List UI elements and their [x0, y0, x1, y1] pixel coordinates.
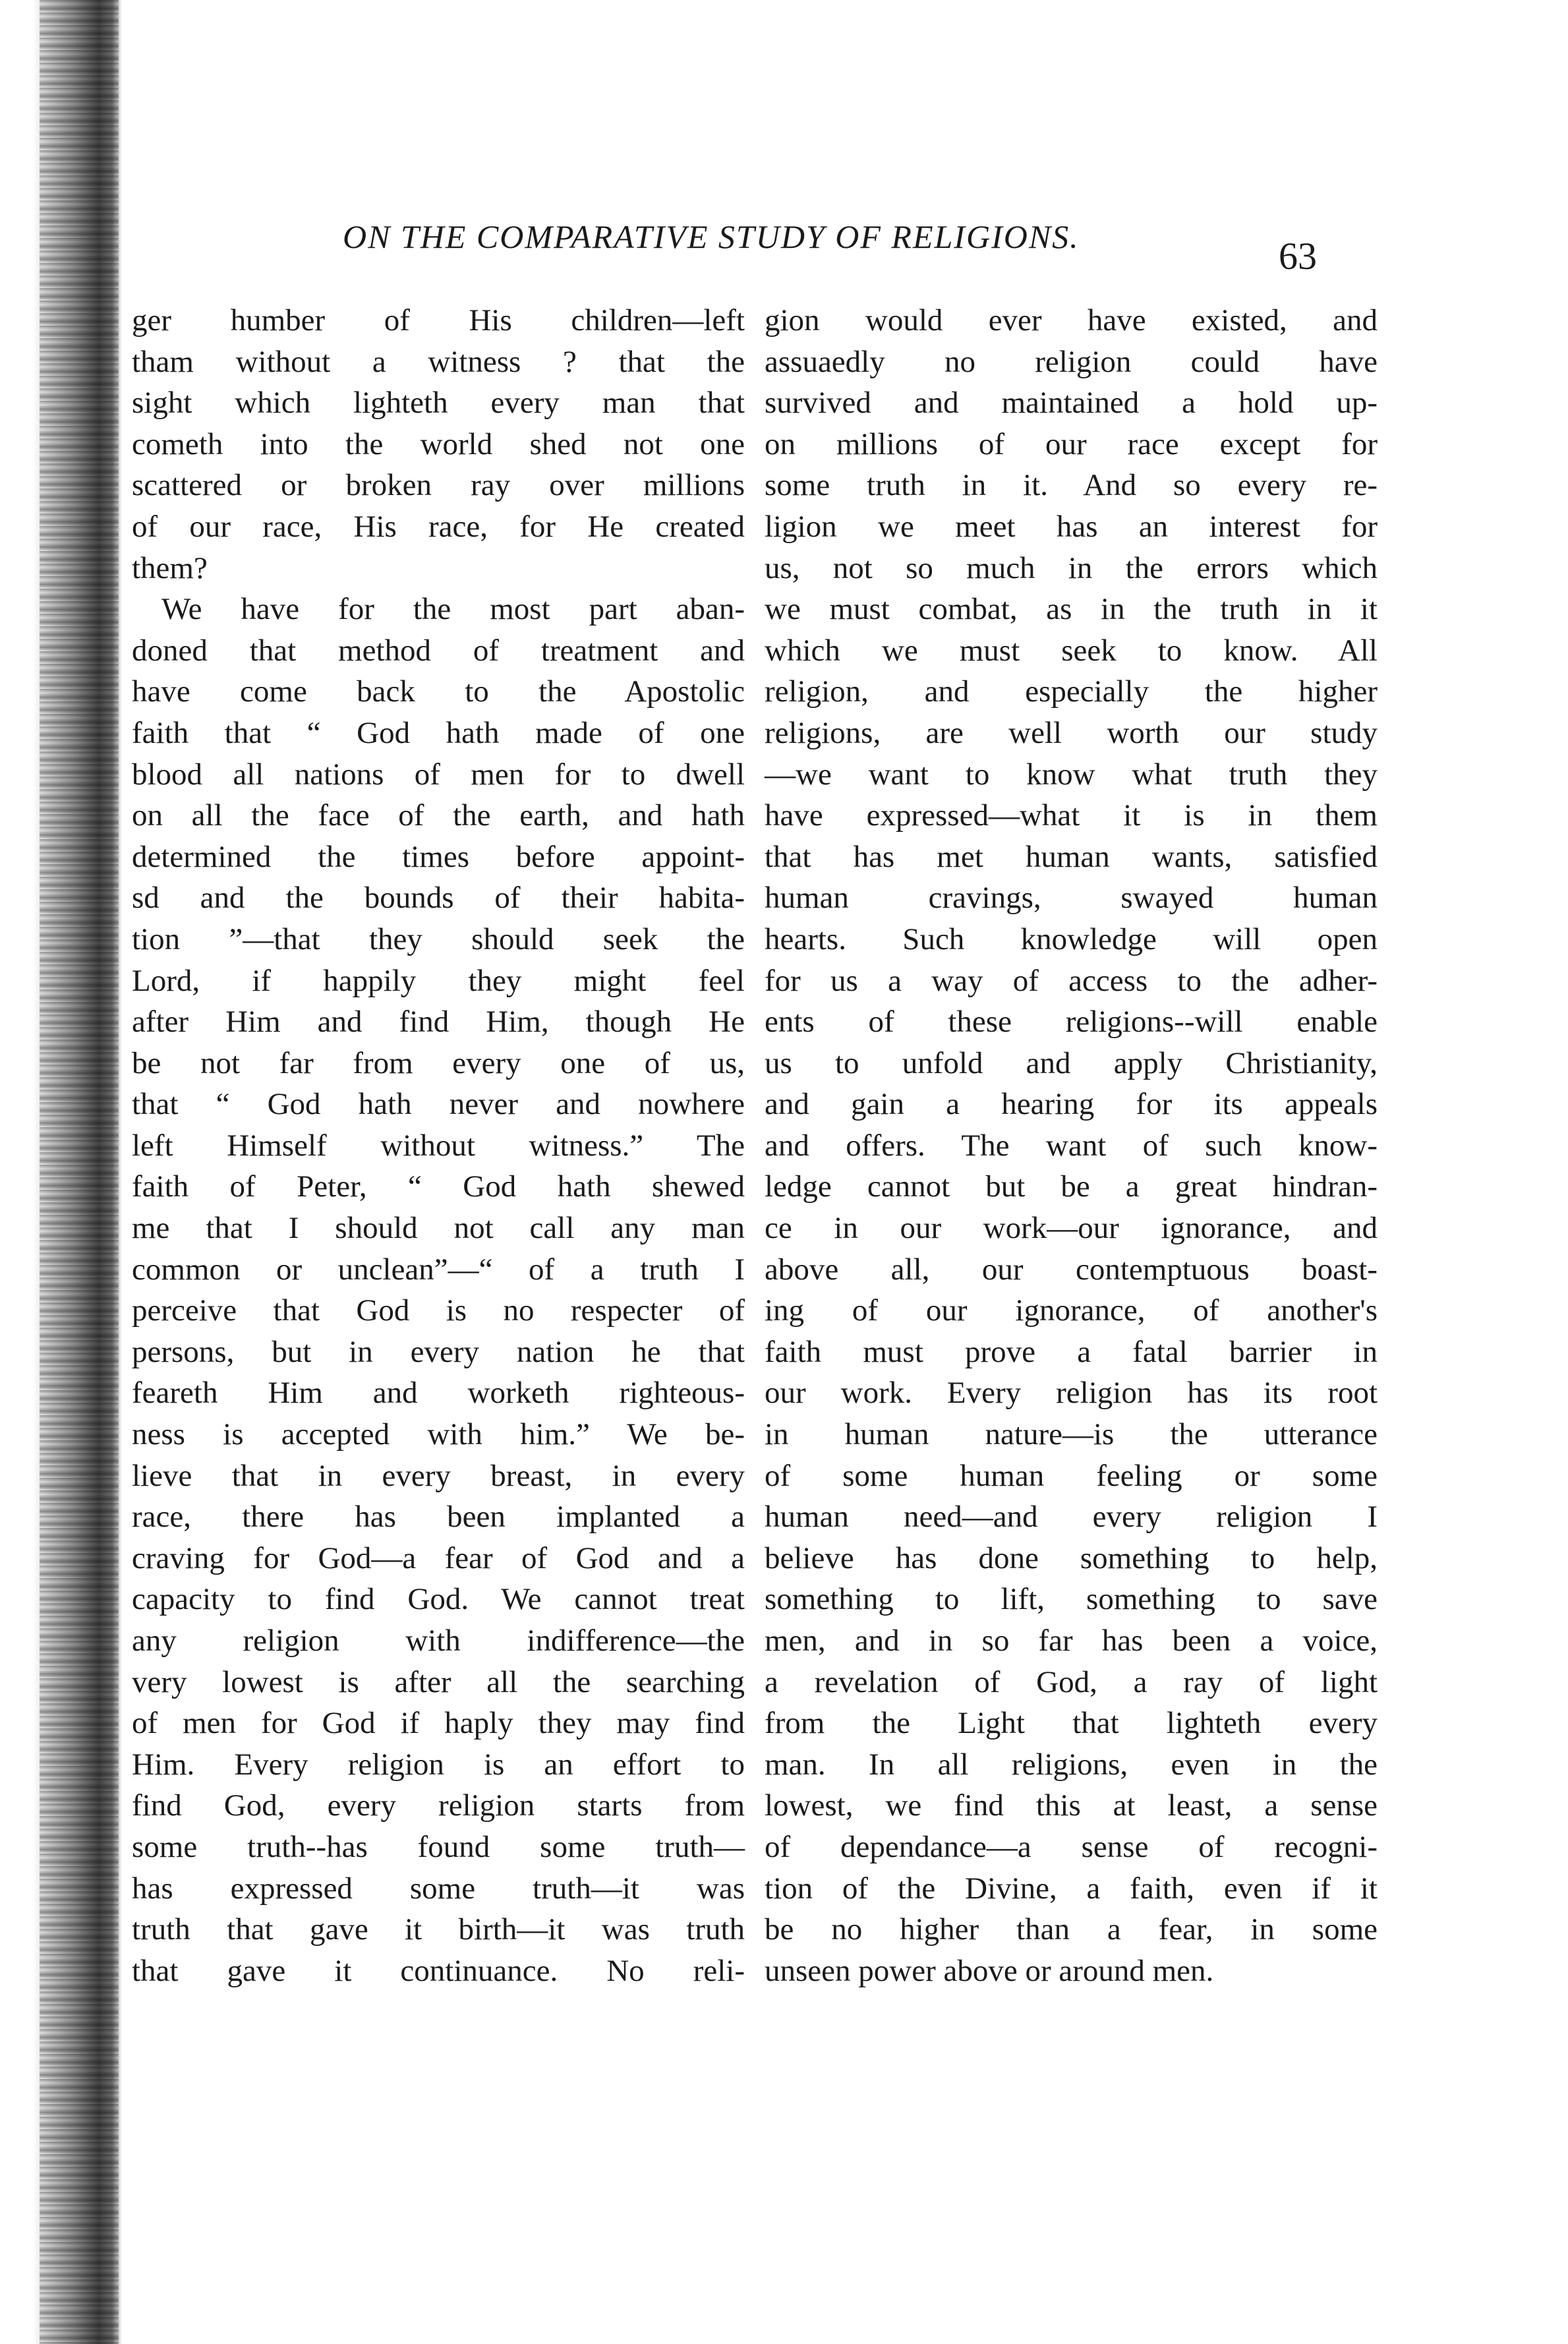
- text-line: has expressed some truth—it was: [132, 1871, 745, 1906]
- text-line: persons, but in every nation he that: [132, 1334, 745, 1369]
- text-line: us, not so much in the errors which: [765, 550, 1378, 585]
- text-line: determined the times before appoint-: [132, 839, 745, 874]
- text-line: faith must prove a fatal barrier in: [765, 1334, 1378, 1369]
- text-line: we must combat, as in the truth in it: [765, 592, 1378, 627]
- text-line: very lowest is after all the searching: [132, 1664, 745, 1699]
- text-line: a revelation of God, a ray of light: [765, 1664, 1378, 1699]
- right-column: [765, 300, 1378, 1991]
- text-line: and gain a hearing for its appeals: [765, 1087, 1378, 1122]
- text-line: which we must seek to know. All: [765, 633, 1378, 668]
- text-line: gion would ever have existed, and: [765, 303, 1378, 337]
- text-line: men, and in so far has been a voice,: [765, 1624, 1378, 1658]
- text-line: on millions of our race except for: [765, 426, 1378, 461]
- text-line: religions, are well worth our study: [765, 715, 1378, 750]
- text-line: sd and the bounds of their habita-: [132, 881, 745, 916]
- text-line: survived and maintained a hold up-: [765, 386, 1378, 421]
- text-line: and offers. The want of such know-: [765, 1128, 1378, 1163]
- text-line: from the Light that lighteth every: [765, 1706, 1378, 1741]
- text-line: tion ”—that they should seek the: [132, 922, 745, 956]
- text-line: above all, our contemptuous boast-: [765, 1252, 1378, 1287]
- binding-gutter-texture: [40, 0, 119, 2344]
- text-line: common or unclean”—“ of a truth I: [132, 1252, 745, 1287]
- text-line: doned that method of treatment and: [132, 633, 745, 668]
- text-line: ligion we meet has an interest for: [765, 509, 1378, 544]
- text-line: Lord, if happily they might feel: [132, 963, 745, 998]
- text-line: man. In all religions, even in the: [765, 1747, 1378, 1782]
- text-line: craving for God—a fear of God and a: [132, 1540, 745, 1575]
- text-line: race, there has been implanted a: [132, 1500, 745, 1535]
- text-line: that “ God hath never and nowhere: [132, 1087, 745, 1122]
- text-line: faith of Peter, “ God hath shewed: [132, 1169, 745, 1204]
- text-line: ents of these religions--will enable: [765, 1005, 1378, 1040]
- text-line: lowest, we find this at least, a sense: [765, 1788, 1378, 1823]
- text-line: of men for God if haply they may find: [132, 1706, 745, 1741]
- text-line: believe has done something to help,: [765, 1540, 1378, 1575]
- text-line: cometh into the world shed not one: [132, 426, 745, 461]
- text-line: religion, and especially the higher: [765, 674, 1378, 709]
- text-line: for us a way of access to the adher-: [765, 963, 1378, 998]
- running-title: ON THE COMPARATIVE STUDY OF RELIGIONS.: [343, 218, 1080, 255]
- text-line: have expressed—what it is in them: [765, 798, 1378, 833]
- text-line: tham without a witness ? that the: [132, 344, 745, 379]
- text-line: something to lift, something to save: [765, 1582, 1378, 1617]
- text-line: ledge cannot but be a great hindran-: [765, 1169, 1378, 1204]
- text-line: us to unfold and apply Christianity,: [765, 1045, 1378, 1080]
- text-line: our work. Every religion has its root: [765, 1376, 1378, 1411]
- text-line: ness is accepted with him.” We be-: [132, 1417, 745, 1452]
- text-line: ce in our work—our ignorance, and: [765, 1211, 1378, 1246]
- text-line: find God, every religion starts from: [132, 1788, 745, 1823]
- text-line: ger humber of His children—left: [132, 303, 745, 337]
- text-line: be not far from every one of us,: [132, 1045, 745, 1080]
- text-line: unseen power above or around men.: [765, 1953, 1214, 1988]
- text-line: ing of our ignorance, of another's: [765, 1293, 1378, 1328]
- text-line: me that I should not call any man: [132, 1211, 745, 1246]
- text-line: truth that gave it birth—it was truth: [132, 1912, 745, 1947]
- text-line: faith that “ God hath made of one: [132, 715, 745, 750]
- text-line: of some human feeling or some: [765, 1458, 1378, 1493]
- text-line: left Himself without witness.” The: [132, 1128, 745, 1163]
- text-line: lieve that in every breast, in every: [132, 1458, 745, 1493]
- page-number: 63: [1279, 235, 1317, 278]
- text-line: —we want to know what truth they: [765, 757, 1378, 792]
- text-line: tion of the Divine, a faith, even if it: [765, 1871, 1378, 1906]
- text-line: scattered or broken ray over millions: [132, 468, 745, 503]
- left-column: [132, 300, 745, 1991]
- text-line: some truth in it. And so every re-: [765, 468, 1378, 503]
- text-line: human need—and every religion I: [765, 1500, 1378, 1535]
- text-line: any religion with indifference—the: [132, 1624, 745, 1658]
- text-line: of dependance—a sense of recogni-: [765, 1829, 1378, 1864]
- text-line: that has met human wants, satisfied: [765, 839, 1378, 874]
- text-line: in human nature—is the utterance: [765, 1417, 1378, 1452]
- text-line: capacity to find God. We cannot treat: [132, 1582, 745, 1617]
- text-line: have come back to the Apostolic: [132, 674, 745, 709]
- text-line: some truth--has found some truth—: [132, 1829, 745, 1864]
- text-line: be no higher than a fear, in some: [765, 1912, 1378, 1947]
- text-line: assuaedly no religion could have: [765, 344, 1378, 379]
- text-line: blood all nations of men for to dwell: [132, 757, 745, 792]
- text-line: that gave it continuance. No reli-: [132, 1953, 745, 1988]
- text-line: feareth Him and worketh righteous-: [132, 1376, 745, 1411]
- text-line: sight which lighteth every man that: [132, 386, 745, 421]
- text-line: perceive that God is no respecter of: [132, 1293, 745, 1328]
- text-line: them?: [132, 550, 208, 585]
- text-line: We have for the most part aban-: [161, 592, 745, 627]
- text-line: hearts. Such knowledge will open: [765, 922, 1378, 956]
- text-line: after Him and find Him, though He: [132, 1005, 745, 1040]
- text-line: on all the face of the earth, and hath: [132, 798, 745, 833]
- text-line: human cravings, swayed human: [765, 881, 1378, 916]
- text-line: of our race, His race, for He created: [132, 509, 745, 544]
- text-line: Him. Every religion is an effort to: [132, 1747, 745, 1782]
